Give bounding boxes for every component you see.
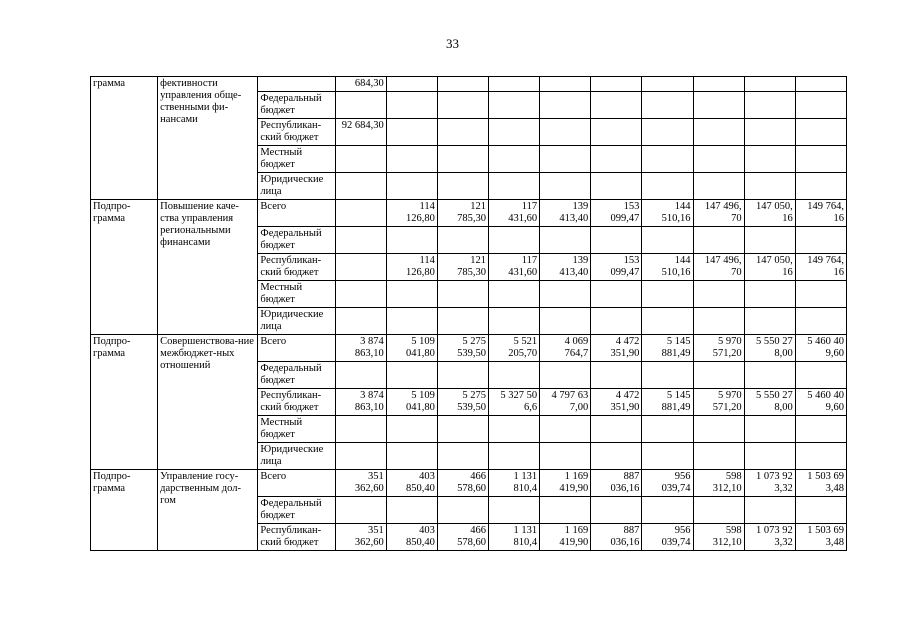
value-cell: 144 510,16 <box>642 200 693 227</box>
value-cell <box>642 308 693 335</box>
program-type-cell: Подпро-грамма <box>91 200 158 335</box>
value-cell: 147 050, 16 <box>744 254 795 281</box>
value-cell <box>693 443 744 470</box>
value-cell: 117 431,60 <box>489 200 540 227</box>
value-cell: 5 970 571,20 <box>693 335 744 362</box>
value-cell: 351 362,60 <box>335 524 386 551</box>
value-cell <box>335 254 386 281</box>
value-cell <box>642 416 693 443</box>
value-cell <box>591 146 642 173</box>
value-cell <box>591 119 642 146</box>
value-cell: 147 496, 70 <box>693 254 744 281</box>
value-cell <box>744 416 795 443</box>
value-cell <box>795 497 846 524</box>
value-cell: 684,30 <box>335 77 386 92</box>
value-cell <box>744 119 795 146</box>
value-cell: 5 275 539,50 <box>437 389 488 416</box>
value-cell <box>744 77 795 92</box>
table-row <box>91 200 847 227</box>
value-cell: 1 503 69 3,48 <box>795 470 846 497</box>
value-cell <box>335 281 386 308</box>
value-cell: 5 460 40 9,60 <box>795 389 846 416</box>
value-cell: 5 970 571,20 <box>693 389 744 416</box>
value-cell <box>591 77 642 92</box>
value-cell <box>693 416 744 443</box>
value-cell: 5 327 50 6,6 <box>489 389 540 416</box>
program-name-cell: Совершенствова-ние межбюджет-ных отношений <box>158 335 258 470</box>
value-cell: 5 521 205,70 <box>489 335 540 362</box>
value-cell <box>335 416 386 443</box>
source-cell: Всего <box>258 335 335 362</box>
value-cell <box>642 146 693 173</box>
value-cell: 121 785,30 <box>437 254 488 281</box>
value-cell <box>693 281 744 308</box>
value-cell: 598 312,10 <box>693 524 744 551</box>
value-cell <box>795 146 846 173</box>
value-cell: 466 578,60 <box>437 470 488 497</box>
value-cell <box>693 146 744 173</box>
value-cell <box>386 362 437 389</box>
value-cell <box>437 443 488 470</box>
table-row <box>91 77 847 92</box>
value-cell <box>540 362 591 389</box>
value-cell <box>642 173 693 200</box>
value-cell: 117 431,60 <box>489 254 540 281</box>
value-cell <box>386 416 437 443</box>
value-cell: 5 460 40 9,60 <box>795 335 846 362</box>
value-cell <box>540 119 591 146</box>
value-cell: 1 169 419,90 <box>540 524 591 551</box>
source-cell: Республикан-ский бюджет <box>258 119 335 146</box>
value-cell <box>795 308 846 335</box>
value-cell <box>437 227 488 254</box>
value-cell <box>744 497 795 524</box>
value-cell: 5 550 27 8,00 <box>744 389 795 416</box>
value-cell: 1 503 69 3,48 <box>795 524 846 551</box>
value-cell <box>591 281 642 308</box>
source-cell: Юридические лица <box>258 173 335 200</box>
value-cell <box>489 92 540 119</box>
value-cell <box>489 173 540 200</box>
value-cell <box>795 119 846 146</box>
value-cell <box>591 92 642 119</box>
value-cell <box>744 92 795 119</box>
source-cell: Республикан-ский бюджет <box>258 389 335 416</box>
value-cell: 403 850,40 <box>386 524 437 551</box>
value-cell <box>386 173 437 200</box>
program-type-cell: Подпро-грамма <box>91 470 158 551</box>
source-cell: Юридические лица <box>258 443 335 470</box>
value-cell <box>437 362 488 389</box>
value-cell <box>795 416 846 443</box>
value-cell <box>489 497 540 524</box>
value-cell <box>591 497 642 524</box>
value-cell <box>540 227 591 254</box>
value-cell: 351 362,60 <box>335 470 386 497</box>
source-cell <box>258 77 335 92</box>
value-cell: 5 145 881,49 <box>642 335 693 362</box>
table-body <box>91 77 847 551</box>
value-cell <box>744 173 795 200</box>
value-cell <box>335 146 386 173</box>
value-cell <box>489 119 540 146</box>
value-cell: 5 109 041,80 <box>386 335 437 362</box>
value-cell <box>489 281 540 308</box>
value-cell <box>540 77 591 92</box>
value-cell <box>642 77 693 92</box>
value-cell: 956 039,74 <box>642 524 693 551</box>
value-cell <box>693 77 744 92</box>
value-cell <box>693 227 744 254</box>
value-cell <box>693 173 744 200</box>
source-cell: Республикан-ский бюджет <box>258 254 335 281</box>
value-cell <box>489 77 540 92</box>
value-cell: 403 850,40 <box>386 470 437 497</box>
value-cell: 887 036,16 <box>591 470 642 497</box>
value-cell: 1 169 419,90 <box>540 470 591 497</box>
value-cell <box>437 497 488 524</box>
value-cell <box>744 281 795 308</box>
value-cell <box>437 173 488 200</box>
source-cell: Федеральный бюджет <box>258 497 335 524</box>
value-cell: 144 510,16 <box>642 254 693 281</box>
value-cell: 5 109 041,80 <box>386 389 437 416</box>
value-cell <box>335 92 386 119</box>
program-name-cell: Повышение каче-ства управления региональными финансами <box>158 200 258 335</box>
value-cell: 4 797 63 7,00 <box>540 389 591 416</box>
value-cell <box>540 308 591 335</box>
value-cell: 4 472 351,90 <box>591 389 642 416</box>
value-cell: 1 131 810,4 <box>489 470 540 497</box>
value-cell <box>489 308 540 335</box>
source-cell: Всего <box>258 200 335 227</box>
program-type-cell: грамма <box>91 77 158 200</box>
value-cell: 956 039,74 <box>642 470 693 497</box>
value-cell <box>795 173 846 200</box>
value-cell: 149 764, 16 <box>795 200 846 227</box>
value-cell <box>642 227 693 254</box>
value-cell <box>437 92 488 119</box>
value-cell: 5 145 881,49 <box>642 389 693 416</box>
value-cell <box>642 443 693 470</box>
program-name-cell: фективности управления обще-ственными фи-нансами <box>158 77 258 200</box>
table-row <box>91 335 847 362</box>
value-cell <box>386 443 437 470</box>
source-cell: Местный бюджет <box>258 416 335 443</box>
value-cell <box>437 77 488 92</box>
source-cell: Юридические лица <box>258 308 335 335</box>
value-cell: 139 413,40 <box>540 254 591 281</box>
page-number: 33 <box>446 36 459 51</box>
value-cell: 5 550 27 8,00 <box>744 335 795 362</box>
value-cell <box>591 173 642 200</box>
source-cell: Местный бюджет <box>258 281 335 308</box>
source-cell: Всего <box>258 470 335 497</box>
value-cell <box>386 497 437 524</box>
value-cell: 147 496, 70 <box>693 200 744 227</box>
value-cell <box>386 146 437 173</box>
source-cell: Местный бюджет <box>258 146 335 173</box>
budget-table <box>90 76 847 551</box>
value-cell <box>540 443 591 470</box>
value-cell <box>744 362 795 389</box>
value-cell: 4 069 764,7 <box>540 335 591 362</box>
value-cell: 114 126,80 <box>386 200 437 227</box>
value-cell <box>591 308 642 335</box>
value-cell: 1 073 92 3,32 <box>744 470 795 497</box>
value-cell <box>335 497 386 524</box>
value-cell <box>386 119 437 146</box>
source-cell: Федеральный бюджет <box>258 362 335 389</box>
value-cell <box>693 497 744 524</box>
value-cell <box>642 281 693 308</box>
value-cell <box>437 416 488 443</box>
value-cell: 4 472 351,90 <box>591 335 642 362</box>
value-cell: 153 099,47 <box>591 200 642 227</box>
value-cell <box>335 443 386 470</box>
value-cell: 153 099,47 <box>591 254 642 281</box>
value-cell <box>489 362 540 389</box>
value-cell <box>591 416 642 443</box>
value-cell <box>693 92 744 119</box>
value-cell: 887 036,16 <box>591 524 642 551</box>
value-cell <box>693 308 744 335</box>
value-cell: 1 073 92 3,32 <box>744 524 795 551</box>
value-cell <box>489 443 540 470</box>
value-cell <box>540 146 591 173</box>
value-cell <box>386 281 437 308</box>
value-cell: 139 413,40 <box>540 200 591 227</box>
value-cell: 121 785,30 <box>437 200 488 227</box>
value-cell <box>437 119 488 146</box>
value-cell <box>386 92 437 119</box>
value-cell <box>795 443 846 470</box>
source-cell: Федеральный бюджет <box>258 227 335 254</box>
value-cell <box>642 362 693 389</box>
value-cell <box>540 497 591 524</box>
value-cell <box>540 281 591 308</box>
value-cell <box>642 92 693 119</box>
value-cell <box>489 146 540 173</box>
value-cell <box>642 497 693 524</box>
value-cell <box>386 77 437 92</box>
value-cell <box>591 227 642 254</box>
value-cell <box>437 281 488 308</box>
value-cell <box>642 119 693 146</box>
value-cell: 598 312,10 <box>693 470 744 497</box>
value-cell: 149 764, 16 <box>795 254 846 281</box>
value-cell <box>335 308 386 335</box>
value-cell <box>489 416 540 443</box>
value-cell <box>795 281 846 308</box>
value-cell <box>744 227 795 254</box>
value-cell <box>335 173 386 200</box>
value-cell <box>744 146 795 173</box>
source-cell: Федеральный бюджет <box>258 92 335 119</box>
value-cell <box>540 416 591 443</box>
value-cell <box>744 308 795 335</box>
value-cell <box>437 146 488 173</box>
program-type-cell: Подпро-грамма <box>91 335 158 470</box>
value-cell <box>437 308 488 335</box>
value-cell <box>591 443 642 470</box>
table-row <box>91 470 847 497</box>
value-cell <box>540 173 591 200</box>
value-cell: 114 126,80 <box>386 254 437 281</box>
value-cell <box>591 362 642 389</box>
value-cell <box>693 362 744 389</box>
program-name-cell: Управление госу-дарственным дол-гом <box>158 470 258 551</box>
value-cell <box>335 200 386 227</box>
value-cell: 5 275 539,50 <box>437 335 488 362</box>
value-cell <box>335 362 386 389</box>
value-cell: 147 050, 16 <box>744 200 795 227</box>
value-cell <box>693 119 744 146</box>
value-cell <box>540 92 591 119</box>
value-cell <box>795 362 846 389</box>
value-cell <box>386 308 437 335</box>
value-cell <box>335 227 386 254</box>
value-cell <box>386 227 437 254</box>
value-cell: 3 874 863,10 <box>335 335 386 362</box>
value-cell: 1 131 810,4 <box>489 524 540 551</box>
source-cell: Республикан-ский бюджет <box>258 524 335 551</box>
value-cell: 92 684,30 <box>335 119 386 146</box>
value-cell <box>744 443 795 470</box>
value-cell <box>795 77 846 92</box>
value-cell: 466 578,60 <box>437 524 488 551</box>
value-cell <box>489 227 540 254</box>
value-cell: 3 874 863,10 <box>335 389 386 416</box>
value-cell <box>795 92 846 119</box>
value-cell <box>795 227 846 254</box>
